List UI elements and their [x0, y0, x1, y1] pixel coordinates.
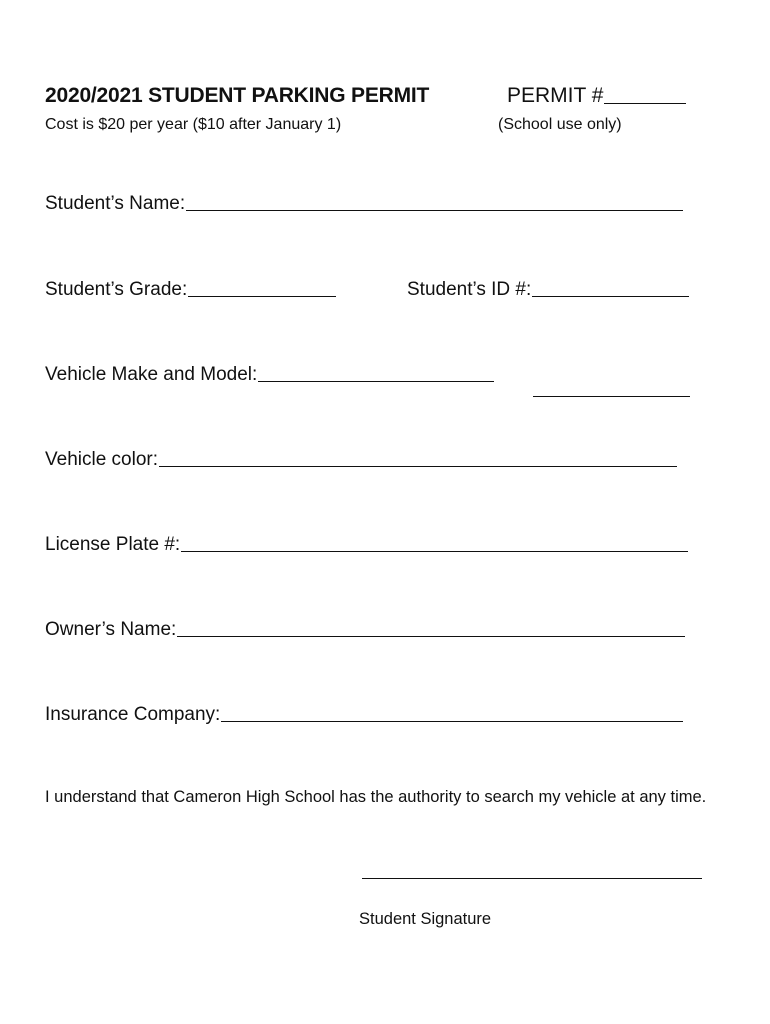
student-id-blank[interactable] [532, 295, 689, 297]
student-id-label: Student’s ID #: [407, 279, 532, 300]
school-use-note: (School use only) [498, 116, 622, 133]
vehicle-make-model-field [45, 364, 494, 386]
student-grade-label: Student’s Grade: [45, 279, 188, 300]
student-name-blank[interactable] [186, 209, 683, 211]
vehicle-make-model-label: Vehicle Make and Model: [45, 364, 258, 385]
insurance-company-blank[interactable] [221, 720, 683, 722]
cost-note: Cost is $20 per year ($10 after January 1) [45, 116, 342, 133]
vehicle-color-blank[interactable] [159, 465, 677, 467]
owner-name-blank[interactable] [177, 635, 685, 637]
student-signature-label: Student Signature [359, 910, 492, 928]
vehicle-color-label: Vehicle color: [45, 449, 159, 470]
license-plate-blank[interactable] [181, 550, 688, 552]
vehicle-model-blank-wrap [533, 384, 690, 402]
student-grade-field [45, 279, 336, 301]
student-name-label: Student’s Name: [45, 193, 186, 214]
owner-name-label: Owner’s Name: [45, 619, 177, 640]
vehicle-model-blank[interactable] [533, 395, 690, 397]
license-plate-field [45, 534, 688, 556]
vehicle-color-field [45, 449, 677, 471]
permit-number-field [507, 84, 686, 108]
insurance-company-label: Insurance Company: [45, 704, 221, 725]
search-authority-statement: I understand that Cameron High School has the authority to search my vehicle at any time. [45, 788, 707, 806]
permit-number-blank[interactable] [604, 102, 686, 104]
student-name-field [45, 193, 683, 215]
owner-name-field [45, 619, 685, 641]
student-signature-line[interactable] [362, 878, 702, 879]
vehicle-make-blank[interactable] [258, 380, 494, 382]
license-plate-label: License Plate #: [45, 534, 181, 555]
permit-number-label: PERMIT # [507, 84, 604, 107]
student-id-field [407, 279, 689, 301]
insurance-company-field [45, 704, 683, 726]
student-grade-blank[interactable] [188, 295, 336, 297]
form-title: 2020/2021 STUDENT PARKING PERMIT [45, 84, 430, 107]
